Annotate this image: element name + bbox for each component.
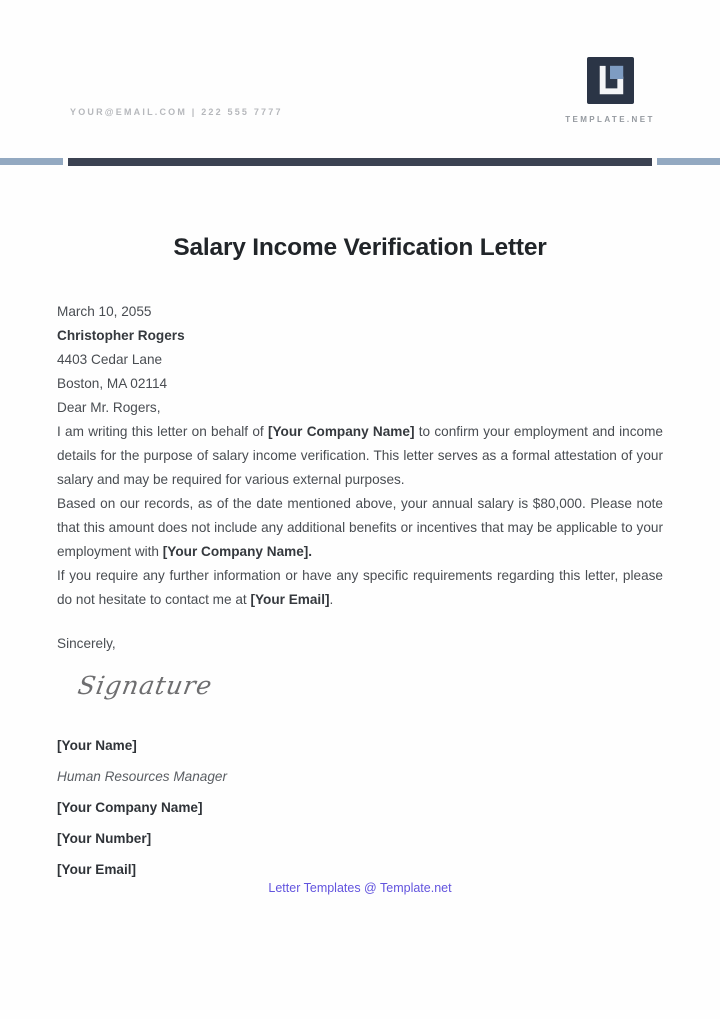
header-divider [0,158,720,166]
recipient-address-line2: Boston, MA 02114 [57,376,168,391]
paragraph-1-text: I am writing this letter on behalf of [57,424,268,439]
paragraph-1-text-cont: to confirm your employment and income details for the purpose of salary income verification. This letter serves as a formal attestation of your salary and may be required for various external purposes. [57,424,663,487]
letterhead-contact: YOUR@EMAIL.COM | 222 555 7777 [70,107,283,117]
letter-date: March 10, 2055 [57,304,152,319]
brand-name: TEMPLATE.NET [565,115,655,124]
divider-dark [68,158,652,166]
templatenet-logo-icon [587,57,634,104]
company-name-placeholder: [Your Company Name] [267,424,415,439]
company-name-placeholder-2: [Your Company Name]. [162,544,313,559]
salutation: Dear Mr. Rogers, [57,400,161,415]
recipient-name: Christopher Rogers [57,328,185,343]
recipient-address-line1: 4403 Cedar Lane [57,352,163,367]
sig-name-placeholder: [Your Name] [57,738,137,753]
sig-number-placeholder: [Your Number] [57,831,152,846]
sig-email-placeholder: [Your Email] [57,862,137,877]
paragraph-3-text-cont: . [329,592,334,607]
signature-block [57,730,663,885]
divider-light-left [0,158,63,165]
sig-company-placeholder: [Your Company Name] [57,800,203,815]
paragraph-3-text: If you require any further information or have any specific requirements regarding this letter, please do not hesitate to contact me at [57,568,663,607]
brand-block [540,57,680,124]
signature-handwriting: Signature [75,671,215,700]
footer-template-link[interactable]: Letter Templates @ Template.net [268,881,452,895]
paragraph-3 [57,564,663,612]
page-title: Salary Income Verification Letter [173,234,547,261]
paragraph-2-text: Based on our records, as of the date mentioned above, your annual salary is $80,000. Please note that this amount does not include any additional benefits or incentives that may be applicable to your employment with [57,496,663,559]
paragraph-1 [57,420,663,492]
letter-body [57,300,663,885]
email-placeholder: [Your Email] [250,592,330,607]
sig-job-title: Human Resources Manager [57,769,228,784]
closing-salutation: Sincerely, [57,636,116,651]
paragraph-2 [57,492,663,564]
divider-light-right [657,158,720,165]
